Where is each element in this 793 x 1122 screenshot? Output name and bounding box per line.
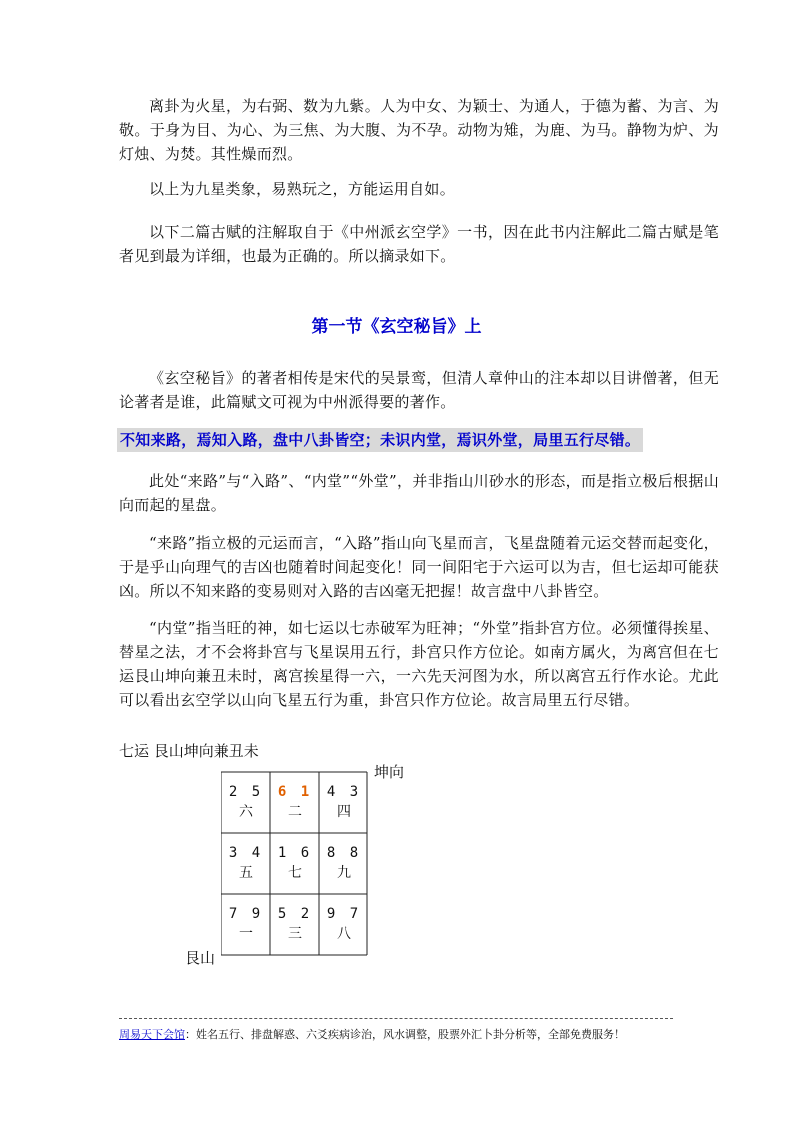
chart-cell <box>271 843 319 883</box>
chart-cell <box>222 904 270 944</box>
chart-cell <box>271 904 319 944</box>
paragraph-come-road: “来路”指立极的元运而言，“入路”指山向飞星而言，飞星盘随着元运交替而起变化，于是乎山向理气的吉凶也随着时间起变化！同一间阳宅于六运可以为吉，但七运却可能获凶。所以不知来路的变易则对入路的吉凶毫无把握！故言盘中八卦皆空。 <box>119 534 719 600</box>
paragraph-summary: 以上为九星类象，易熟玩之，方能运用自如。 <box>149 180 456 198</box>
cell-star-pair: 8 8 <box>326 845 362 861</box>
paragraph-paths: 此处“来路”与“入路”、“内堂”“外堂”，并非指山川砂水的形态，而是指立极后根据山向而起的星盘。 <box>119 472 719 514</box>
chart-cell <box>222 782 270 822</box>
chart-cell <box>222 843 270 883</box>
section-title: 第一节《玄空秘旨》上 <box>311 317 482 337</box>
label-sitting-mountain: 艮山 <box>185 949 216 967</box>
chart-cell <box>320 782 368 822</box>
cell-palace-number: 五 <box>239 865 253 881</box>
highlighted-verse: 不知来路，焉知入路，盘中八卦皆空；未识内堂，焉识外堂，局里五行尽错。 <box>117 428 643 452</box>
cell-palace-number: 四 <box>337 804 351 820</box>
cell-palace-number: 一 <box>239 926 253 942</box>
paragraph-source-note: 以下二篇古赋的注解取自于《中州派玄空学》一书，因在此书内注解此二篇古赋是笔者见到最为详细，也最为正确的。所以摘录如下。 <box>119 223 719 265</box>
chart-cell <box>320 904 368 944</box>
cell-star-pair: 2 5 <box>228 784 264 800</box>
chart-cell <box>271 782 319 822</box>
cell-palace-number: 九 <box>337 865 351 881</box>
footer-text: ：姓名五行、排盘解惑、六爻疾病诊治，风水调整，股票外汇卜卦分析等，全部免费服务！ <box>185 1028 625 1041</box>
cell-star-pair: 5 2 <box>277 906 313 922</box>
paragraph-author: 《玄空秘旨》的著者相传是宋代的吴景鸾，但清人章仲山的注本却以目讲僧著，但无论著者是谁，此篇赋文可视为中州派得要的著作。 <box>119 369 719 411</box>
cell-palace-number: 七 <box>288 865 302 881</box>
cell-palace-number: 八 <box>337 926 351 942</box>
cell-star-pair: 9 7 <box>326 906 362 922</box>
chart-cell <box>320 843 368 883</box>
cell-palace-number: 三 <box>288 926 302 942</box>
footer <box>119 1027 625 1043</box>
label-facing-direction: 坤向 <box>374 763 405 781</box>
cell-palace-number: 六 <box>239 804 253 820</box>
footer-divider <box>119 1018 673 1019</box>
paragraph-li-trigram: 离卦为火星，为右弼、数为九紫。人为中女、为颖士、为通人，于德为蓄、为言、为敬。于身为目、为心、为三焦、为大腹、为不孕。动物为雉，为鹿、为马。静物为炉、为灯烛、为焚。其性燥而烈。 <box>119 97 719 163</box>
cell-palace-number: 二 <box>288 804 302 820</box>
footer-link[interactable]: 周易天下会馆 <box>119 1028 185 1041</box>
paragraph-inner-hall: “内堂”指当旺的神，如七运以七赤破军为旺神；“外堂”指卦宫方位。必须懂得挨星、替星之法，才不会将卦宫与飞星误用五行，卦宫只作方位论。如南方属火，为离宫但在七运艮山坤向兼丑未时，离宫挨星得一六，一六先天河图为水，所以离宫五行作水论。尤此可以看出玄空学以山向飞星五行为重，卦宫只作方位论。故言局里五行尽错。 <box>119 619 719 709</box>
cell-star-pair: 6 1 <box>277 784 313 800</box>
chart-caption: 七运 艮山坤向兼丑未 <box>119 742 259 760</box>
cell-star-pair: 7 9 <box>228 906 264 922</box>
cell-star-pair: 4 3 <box>326 784 362 800</box>
cell-star-pair: 3 4 <box>228 845 264 861</box>
cell-star-pair: 1 6 <box>277 845 313 861</box>
